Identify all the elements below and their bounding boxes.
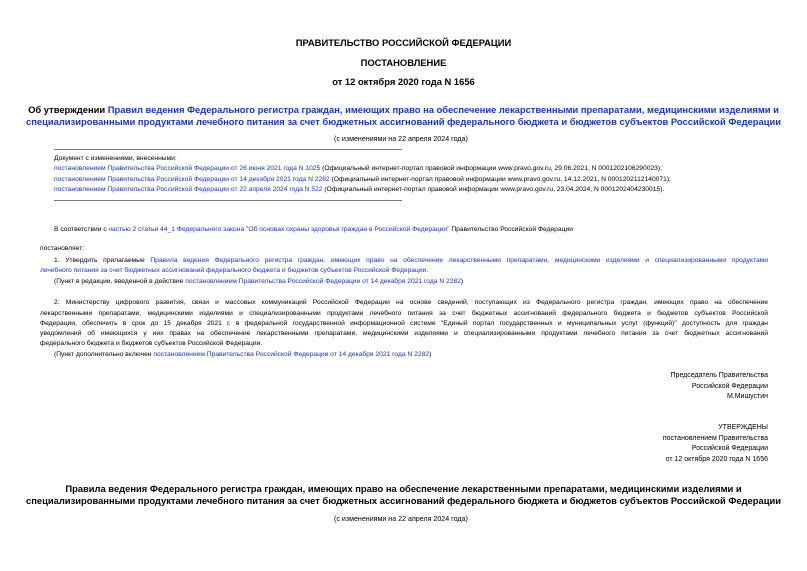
preamble-text: В соответствии с xyxy=(54,226,109,233)
amendments-intro: Документ с изменениями, внесенными: xyxy=(54,155,177,162)
item2-line: 2. Министерству цифрового развития, связи и массовых коммуникаций Российской Федерации на основе сведений, поступающих из Федерального регистра граждан, имеющих право на обеспечение xyxy=(54,299,768,306)
rules-title-line1: Правила ведения Федерального регистра граждан, имеющих право на обеспечение лекарственными препаратами, медицинскими изделиями и xyxy=(65,483,742,494)
item1-rules-link-line2[interactable]: лечебного питания за счет бюджетных ассигнований федерального бюджета и бюджетов субъектов Российской Федерации xyxy=(40,267,427,274)
rules-revision-note: (с изменениями на 22 апреля 2024 года) xyxy=(334,515,468,523)
item1-note-link[interactable]: постановлением Правительства Российской Федерации от 14 декабря 2021 года N 2282 xyxy=(185,278,461,285)
approval-block xyxy=(663,423,768,465)
decrees-word: постановляет: xyxy=(40,245,85,252)
item1-rules-link[interactable]: Правила ведения Федерального регистра граждан, имеющих право на обеспечение лекарственными препаратами, медицинскими изделиями и специализированными продуктами xyxy=(150,257,768,264)
approval-date: от 12 октября 2020 года N 1656 xyxy=(665,455,768,463)
approval-label: УТВЕРЖДЕНЫ xyxy=(718,424,768,431)
approval-line: Российской Федерации xyxy=(691,445,768,453)
item2-line: Федерации, обеспечить в срок до 15 декабря 2021 г. в федеральной государственной информационной системе "Единый портал государственных и муниципальных услуг (функций)" доступность для граждан xyxy=(40,320,768,327)
item1-line1 xyxy=(40,256,768,266)
preamble-text-end: Правительство Российской Федерации xyxy=(449,226,573,233)
signature-title: Председатель Правительства xyxy=(670,372,768,379)
item1-end: . xyxy=(426,267,429,274)
title-rules-link-line2[interactable]: специализированными продуктами лечебного питания за счет бюджетных ассигнований федерального бюджета и бюджетов субъектов Российской Федерации xyxy=(26,116,781,127)
item2-line: уведомлений об имеющихся у них правах на обеспечение лекарственными препаратами, медицинскими изделиями и специализированными продуктами лечебного питания за счет бюджетных ассигнований xyxy=(40,330,768,337)
preamble-law-link[interactable]: частью 2 статьи 44_1 Федерального закона "Об основах охраны здоровья граждан в Российской Федерации" xyxy=(108,226,450,233)
item1-note-end: ) xyxy=(460,278,464,285)
amendment-source: (Официальный интернет-портал правовой информации www.pravo.gov.ru, 23.04.2024, N 0001202404230015). xyxy=(322,186,665,193)
amendment-source: (Официальный интернет-портал правовой информации www.pravo.gov.ru, 14.12.2021, N 0001202112140071); xyxy=(329,176,671,183)
amendment-item xyxy=(54,175,671,185)
item2-line: федерального бюджета и бюджетов субъектов Российской Федерации. xyxy=(40,340,263,347)
government-heading: ПРАВИТЕЛЬСТВО РОССИЙСКОЙ ФЕДЕРАЦИИ xyxy=(295,37,512,48)
amendment-link[interactable]: постановлением Правительства Российской Федерации от 14 декабря 2021 года N 2282 xyxy=(54,176,330,183)
item2-line: лекарственными препаратами, медицинскими изделиями и специализированными продуктами лечебного питания за счет бюджетных ассигнований федерального бюджета и бюджетов субъектов Российской xyxy=(40,310,768,317)
preamble xyxy=(54,225,573,235)
amendment-item xyxy=(54,164,662,174)
item2-note-text: (Пункт дополнительно включен xyxy=(54,351,154,358)
amendment-source: (Официальный интернет-портал правовой информации www.pravo.gov.ru, 29.06.2021, N 0001202106290023); xyxy=(320,165,662,172)
approval-line: постановлением Правительства xyxy=(662,434,768,442)
signature-country: Российской Федерации xyxy=(691,382,768,390)
document-type: ПОСТАНОВЛЕНИЕ xyxy=(360,57,447,68)
title-rules-link[interactable]: Правил ведения Федерального регистра граждан, имеющих право на обеспечение лекарственными препаратами, медицинскими изделиями и xyxy=(107,104,779,115)
amendment-link[interactable]: постановлением Правительства Российской Федерации от 22 апреля 2024 года N 522 xyxy=(54,186,323,193)
item1-text: 1. Утвердить прилагаемые xyxy=(54,257,151,264)
rules-title-line2: специализированными продуктами лечебного питания за счет бюджетных ассигнований федерального бюджета и бюджетов субъектов Российской Федерации xyxy=(26,495,781,506)
divider-bottom xyxy=(54,200,402,201)
amendment-link[interactable]: постановлением Правительства Российской Федерации от 26 июня 2021 года N 1025 xyxy=(54,165,321,172)
item1-note xyxy=(54,277,463,287)
divider-top xyxy=(54,149,402,150)
revision-note: (с изменениями на 22 апреля 2024 года) xyxy=(334,135,468,143)
document-date-number: от 12 октября 2020 года N 1656 xyxy=(332,76,475,87)
title-prefix: Об утверждении xyxy=(28,104,108,115)
item1-line2 xyxy=(40,266,428,276)
item2-note-link[interactable]: постановлением Правительства Российской Федерации от 14 декабря 2021 года N 2282 xyxy=(153,351,430,358)
item2-note xyxy=(54,350,431,360)
item2-note-end: ) xyxy=(429,351,432,358)
signature-block xyxy=(671,371,768,403)
amendment-item xyxy=(54,185,664,195)
document-title-line1 xyxy=(0,104,807,115)
item1-note-text: (Пункт в редакции, введенной в действие xyxy=(54,278,186,285)
signature-name: М.Мишустин xyxy=(726,393,768,401)
